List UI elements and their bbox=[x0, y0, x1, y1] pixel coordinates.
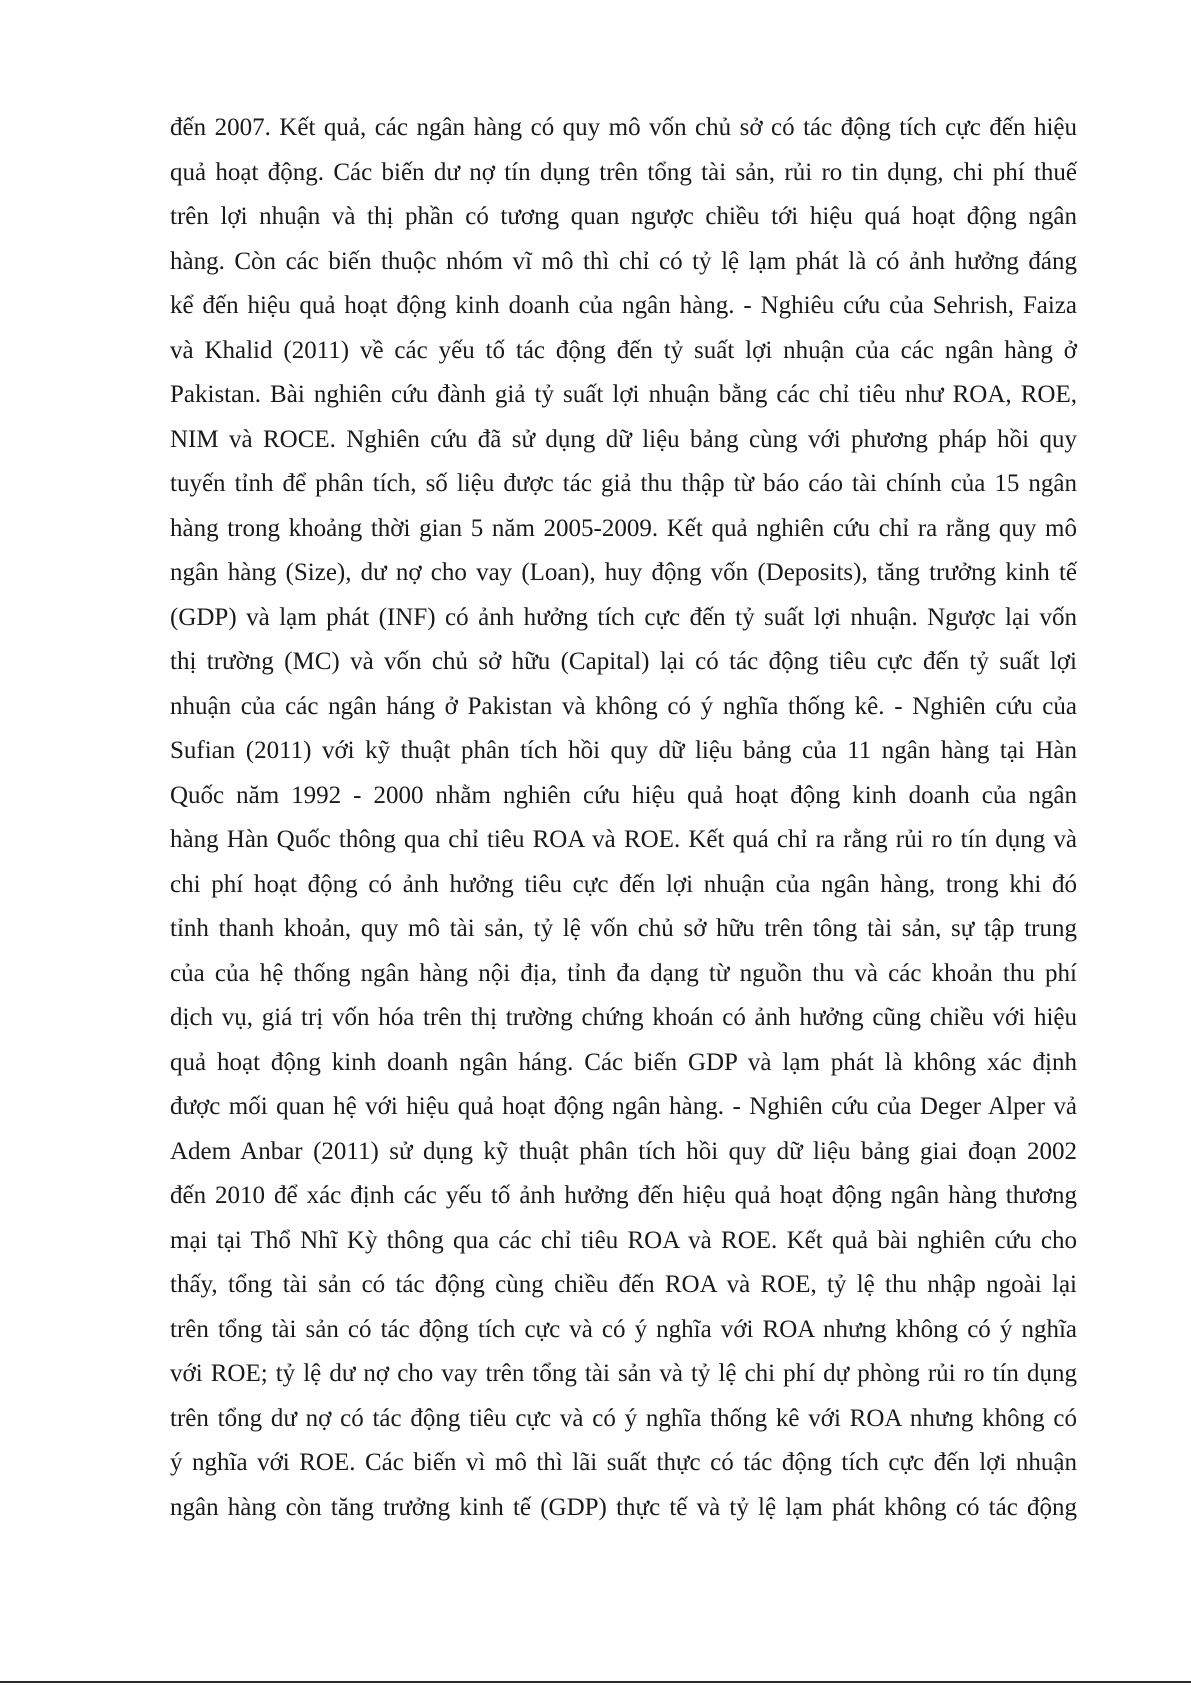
text-line: tuyến tỉnh để phân tích, số liệu được tác giả thu thập từ báo cáo tài chính của 15 ngân bbox=[170, 470, 1077, 497]
text-line: được mối quan hệ với hiệu quả hoạt động ngân hàng. - Nghiên cứu của Deger Alper vả bbox=[170, 1093, 1077, 1120]
text-line: ngân hàng còn tăng trưởng kinh tế (GDP) thực tế và tỷ lệ lạm phát không có tác động bbox=[170, 1493, 1077, 1521]
text-line: hàng. Còn các biến thuộc nhóm vĩ mô thì chỉ có tỷ lệ lạm phát là có ảnh hưởng đáng bbox=[170, 247, 1077, 275]
text-line: của của hệ thống ngân hàng nội địa, tỉnh đa dạng từ nguồn thu và các khoản thu phí bbox=[170, 959, 1077, 987]
body-text bbox=[170, 106, 1077, 1530]
text-line: quả hoạt động kinh doanh ngân háng. Các biến GDP và lạm phát là không xác định bbox=[170, 1048, 1077, 1076]
text-line: trên tổng tài sản có tác động tích cực và có ý nghĩa với ROA nhưng không có ý nghĩa bbox=[170, 1315, 1077, 1343]
text-line: Adem Anbar (2011) sử dụng kỹ thuật phân tích hồi quy dữ liệu bảng giai đoạn 2002 bbox=[170, 1137, 1077, 1165]
text-line: hàng trong khoảng thời gian 5 năm 2005-2009. Kết quả nghiên cứu chỉ ra rằng quy mô bbox=[170, 514, 1077, 542]
text-line: với ROE; tỷ lệ dư nợ cho vay trên tổng tài sản và tỷ lệ chi phí dự phòng rủi ro tín dụng bbox=[170, 1360, 1077, 1387]
text-line: trên lợi nhuận và thị phần có tương quan ngược chiều tới hiệu quá hoạt động ngân bbox=[170, 203, 1077, 230]
text-line: (GDP) và lạm phát (INF) có ảnh hưởng tích cực đến tỷ suất lợi nhuận. Ngược lại vốn bbox=[170, 603, 1077, 631]
text-line: hàng Hàn Quốc thông qua chỉ tiêu ROA và ROE. Kết quá chỉ ra rằng rủi ro tín dụng và bbox=[170, 826, 1077, 853]
text-line: kể đến hiệu quả hoạt động kinh doanh của ngân hàng. - Nghiêu cứu của Sehrish, Faiza bbox=[170, 292, 1077, 319]
text-line: nhuận của các ngân háng ở Pakistan và không có ý nghĩa thống kê. - Nghiên cứu của bbox=[170, 692, 1077, 720]
text-line: và Khalid (2011) về các yếu tố tác động đến tỷ suất lợi nhuận của các ngân hàng ở bbox=[170, 336, 1077, 364]
page-bottom-rule bbox=[0, 1681, 1191, 1683]
text-line: ngân hàng (Size), dư nợ cho vay (Loan), huy động vốn (Deposits), tăng trưởng kinh tế bbox=[170, 559, 1077, 586]
text-line: chi phí hoạt động có ảnh hưởng tiêu cực đến lợi nhuận của ngân hàng, trong khi đó bbox=[170, 870, 1077, 898]
text-line: NIM và ROCE. Nghiên cứu đã sử dụng dữ liệu bảng cùng với phương pháp hồi quy bbox=[170, 425, 1077, 453]
text-line: thấy, tổng tài sản có tác động cùng chiều đến ROA và ROE, tỷ lệ thu nhập ngoài lại bbox=[170, 1271, 1077, 1298]
text-line: ý nghĩa với ROE. Các biến vì mô thì lãi suất thực có tác động tích cực đến lợi nhuận bbox=[170, 1449, 1077, 1476]
text-line: Sufian (2011) với kỹ thuật phân tích hồi quy dữ liệu bảng của 11 ngân hàng tại Hàn bbox=[170, 737, 1077, 764]
text-line: dịch vụ, giá trị vốn hóa trên thị trường chứng khoán có ảnh hưởng cũng chiều với hiệu bbox=[170, 1004, 1077, 1031]
text-line: đến 2007. Kết quả, các ngân hàng có quy mô vốn chủ sở có tác động tích cực đến hiệu bbox=[170, 114, 1077, 141]
text-line: Pakistan. Bài nghiên cứu đành giả tỷ suất lợi nhuận bằng các chỉ tiêu như ROA, ROE, bbox=[170, 381, 1077, 408]
text-line: đến 2010 để xác định các yếu tố ảnh hưởng đến hiệu quả hoạt động ngân hàng thương bbox=[170, 1182, 1077, 1209]
text-line: mại tại Thổ Nhĩ Kỳ thông qua các chỉ tiêu ROA và ROE. Kết quả bài nghiên cứu cho bbox=[170, 1226, 1077, 1254]
text-line: quả hoạt động. Các biến dư nợ tín dụng trên tổng tài sản, rủi ro tin dụng, chi phí thuế bbox=[170, 158, 1077, 186]
text-line: trên tổng dư nợ có tác động tiêu cực và có ý nghĩa thống kê với ROA nhưng không có bbox=[170, 1404, 1077, 1432]
text-line: Quốc năm 1992 - 2000 nhằm nghiên cứu hiệu quả hoạt động kinh doanh của ngân bbox=[170, 781, 1077, 809]
text-line: thị trường (MC) và vốn chủ sở hữu (Capital) lại có tác động tiêu cực đến tỷ suất lợi bbox=[170, 648, 1077, 675]
text-line: tỉnh thanh khoản, quy mô tài sản, tỷ lệ vốn chủ sở hữu trên tông tài sản, sự tập trung bbox=[170, 915, 1077, 942]
